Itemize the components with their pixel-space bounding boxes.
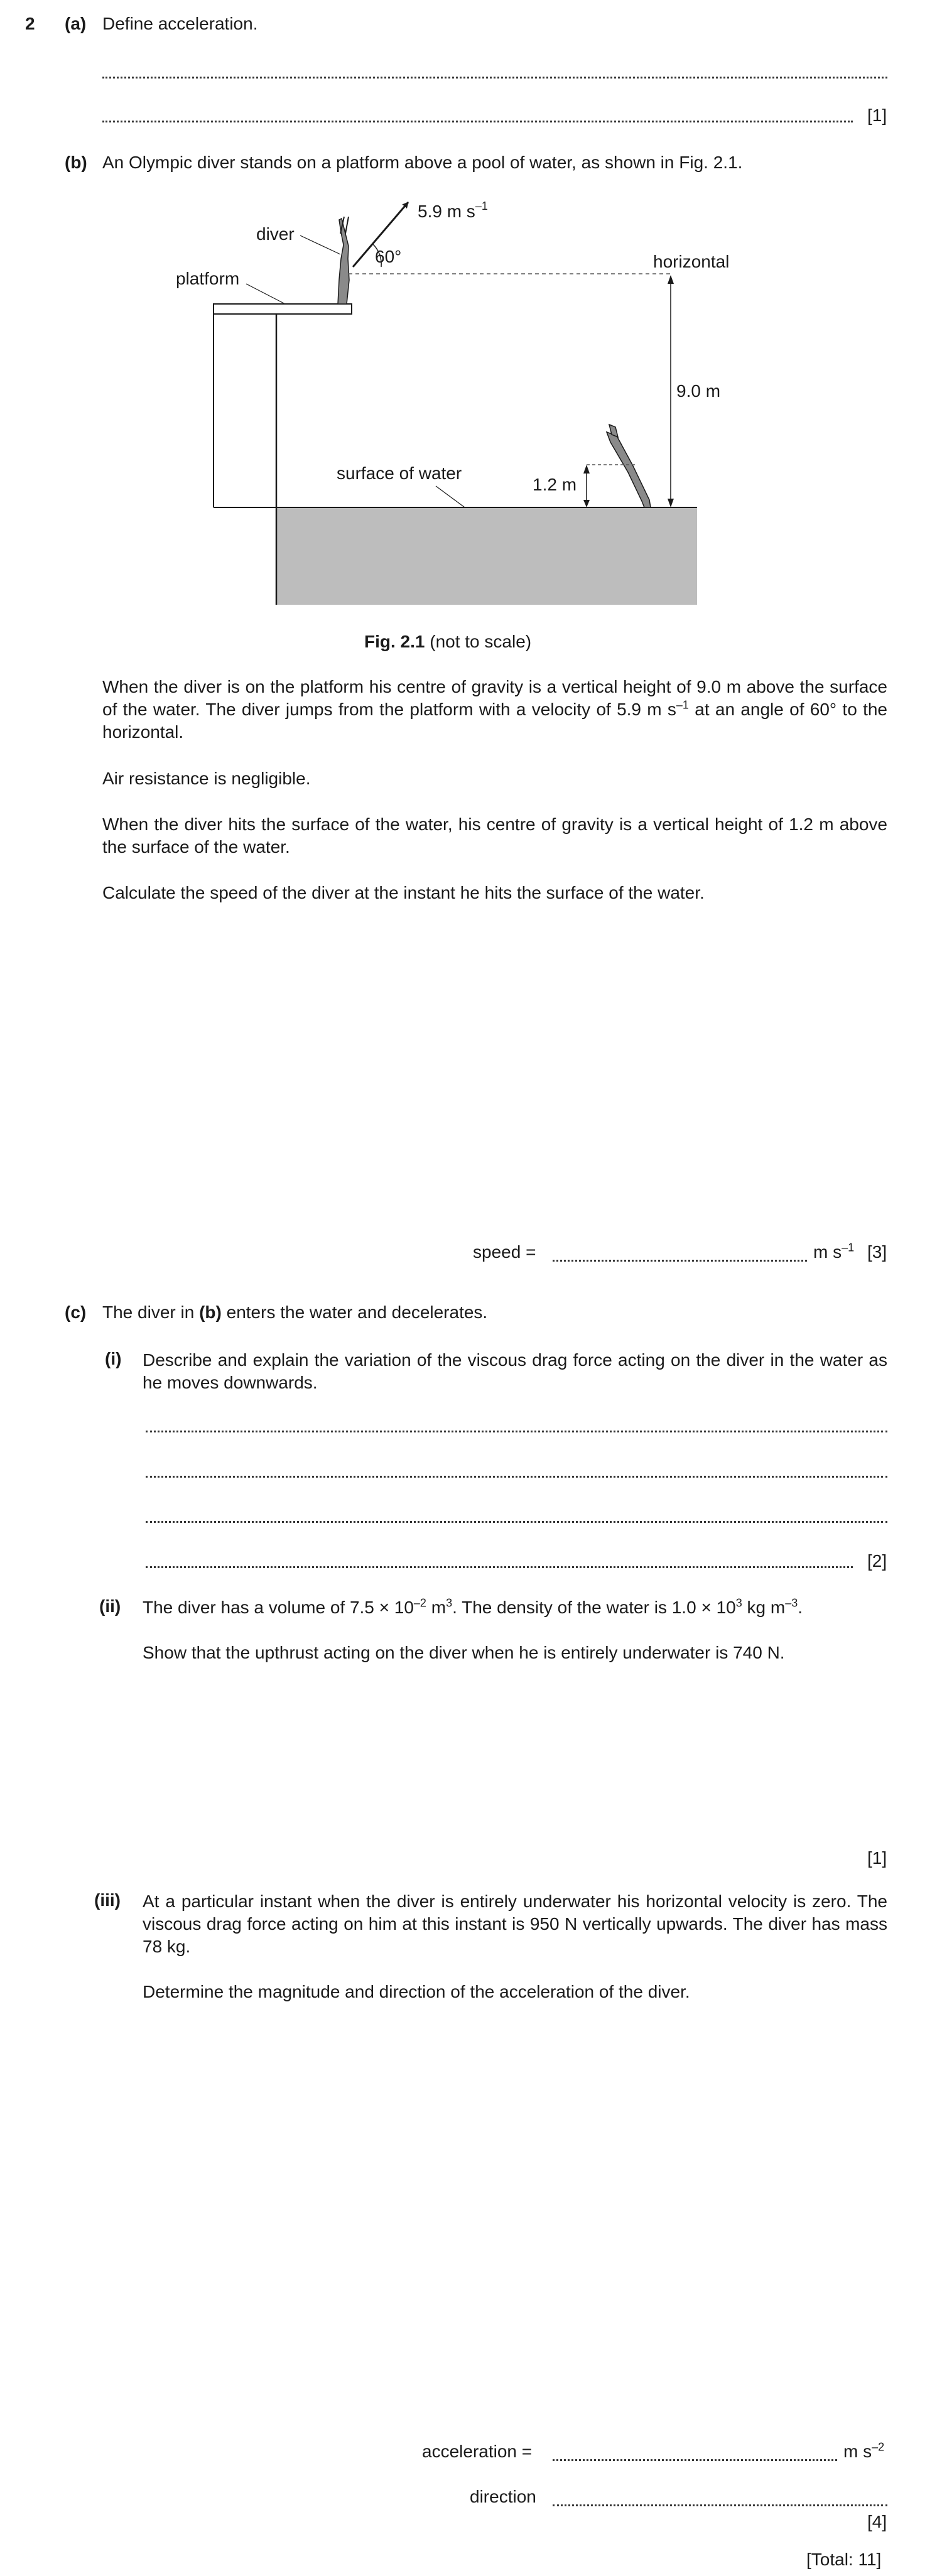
answer-line[interactable] [146, 1431, 887, 1432]
part-c-ii-instruction: Show that the upthrust acting on the diver when he is entirely underwater is 740 N. [143, 1643, 785, 1662]
velocity-label: 5.9 m s [418, 202, 475, 221]
answer-line[interactable] [146, 1521, 887, 1523]
part-b-paragraph-3: When the diver hits the surface of the water, his centre of gravity is a vertical height of 1.2 m above the surface of the water. [102, 814, 887, 857]
height-9m-label: 9.0 m [676, 381, 721, 401]
part-c-i-label: (i) [105, 1349, 122, 1368]
figure-diver-platform [0, 0, 942, 628]
mark-allocation: [2] [867, 1551, 887, 1571]
svg-text:5.9 m s–1 [418, 200, 488, 221]
part-b-paragraph-4: Calculate the speed of the diver at the instant he hits the surface of the water. [102, 883, 705, 902]
answer-line[interactable] [146, 1476, 887, 1478]
diver-entering-figure [607, 425, 651, 507]
figure-caption: Fig. 2.1 (not to scale) [364, 632, 532, 651]
platform-leader-line [246, 284, 285, 304]
question-number: 2 [25, 14, 35, 33]
part-b-paragraph-1: When the diver is on the platform his centre of gravity is a vertical height of 9.0 m above the surface of the water. The diver jumps from the platform with a velocity of 5.9 m $s^{-1}$ at an angle of 60° to the horizontal. [102, 677, 887, 742]
answer-line[interactable] [146, 1566, 853, 1568]
direction-answer-line[interactable] [553, 2504, 887, 2506]
part-b-paragraph-2: Air resistance is negligible. [102, 769, 311, 788]
part-c-iii-label: (iii) [94, 1890, 121, 1910]
height-1.2m-label: 1.2 m [533, 475, 577, 494]
acceleration-answer-line[interactable] [553, 2459, 837, 2461]
part-c-label: (c) [65, 1302, 87, 1322]
mark-allocation: [3] [867, 1242, 887, 1262]
angle-label: 60° [375, 247, 402, 266]
platform-board [214, 304, 352, 314]
pool-water [276, 507, 697, 605]
direction-answer-label: direction [470, 2487, 536, 2506]
part-c-ii-question: The diver has a volume of $7.5 \times 10^{-2}$ $m^3$. The density of the water is $1.0 \times 10^3$ kg $m^{-3}$. [143, 1596, 803, 1617]
mark-allocation: [4] [867, 2512, 887, 2531]
acceleration-answer-unit: m $s^{-2}$ [843, 2440, 885, 2461]
speed-answer-line[interactable] [553, 1260, 807, 1262]
speed-answer-label: speed = [473, 1242, 536, 1262]
mark-allocation: [1] [867, 1848, 887, 1868]
part-c-iii-instruction: Determine the magnitude and direction of the acceleration of the diver. [143, 1982, 690, 2001]
surface-leader-line [436, 486, 465, 507]
diver-leader-line [300, 235, 340, 254]
acceleration-answer-label: acceleration = [422, 2442, 533, 2461]
surface-label: surface of water [337, 463, 462, 483]
part-c-intro: The diver in (b) enters the water and decelerates. [102, 1302, 488, 1322]
diver-label: diver [256, 224, 295, 244]
part-c-ii-label: (ii) [99, 1596, 121, 1616]
total-marks: [Total: 11] [806, 2550, 882, 2569]
horizontal-label: horizontal [653, 252, 730, 271]
diver-standing-figure [338, 217, 349, 304]
part-a-question: Define acceleration. [102, 14, 258, 33]
part-c-i-question: Describe and explain the variation of the viscous drag force acting on the diver in the water as he moves downwards. [143, 1350, 887, 1392]
part-b-label: (b) [65, 153, 87, 172]
platform-label: platform [176, 269, 240, 288]
part-c-iii-question: At a particular instant when the diver is entirely underwater his horizontal velocity is zero. The viscous drag force acting on him at this instant is 950 N vertically upwards. The diver has mass 78 kg. [143, 1891, 887, 1956]
speed-answer-unit: m $s^{-1}$ [813, 1241, 855, 1262]
velocity-exponent: –1 [475, 200, 488, 212]
mark-allocation: [1] [867, 106, 887, 125]
part-a-label: (a) [65, 14, 87, 33]
part-b-intro: An Olympic diver stands on a platform above a pool of water, as shown in Fig. 2.1. [102, 153, 743, 172]
